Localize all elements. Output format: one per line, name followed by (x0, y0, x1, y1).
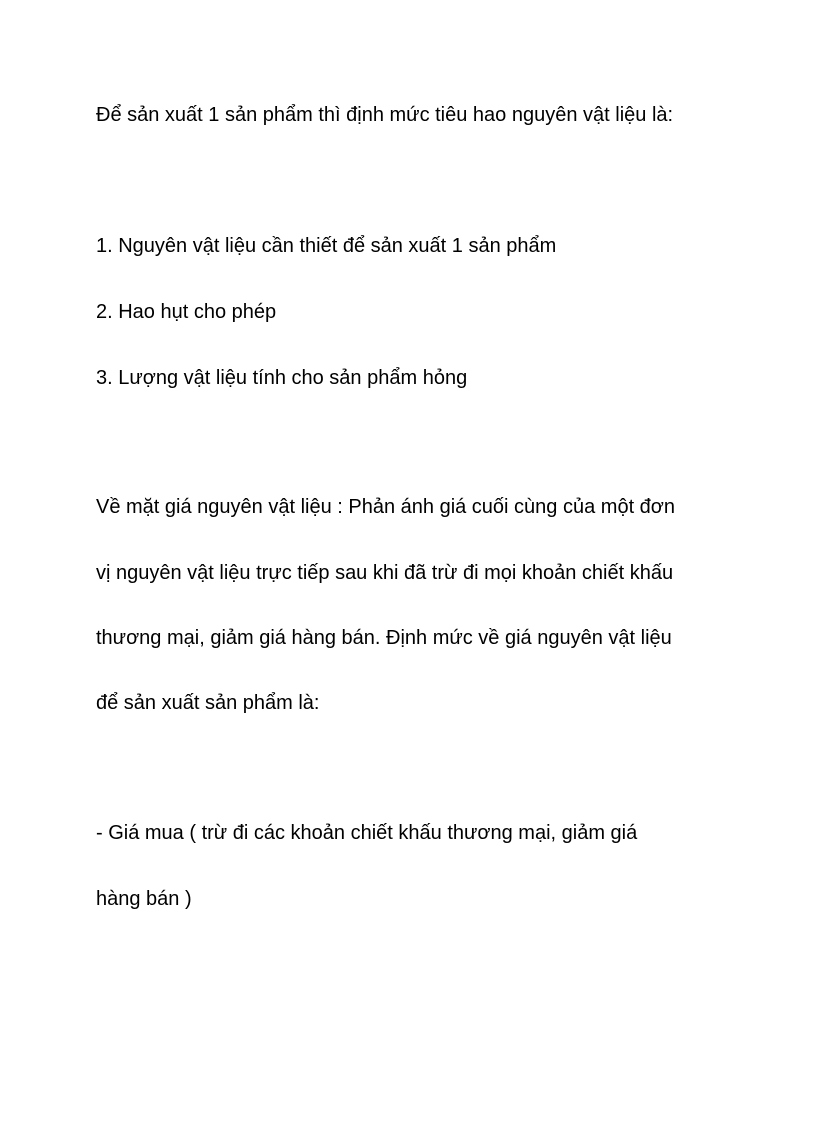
bullet-line-2: hàng bán ) (96, 888, 192, 910)
paragraph-line-1: Về mặt giá nguyên vật liệu : Phản ánh giá cuối cùng của một đơn (96, 496, 676, 518)
list-item-2: 2. Hao hụt cho phép (96, 301, 277, 323)
paragraph-line-3: thương mại, giảm giá hàng bán. Định mức về giá nguyên vật liệu (96, 627, 672, 649)
paragraph-line-4: để sản xuất sản phẩm là: (96, 692, 320, 714)
intro-text: Để sản xuất 1 sản phẩm thì định mức tiêu hao nguyên vật liệu là: (96, 104, 674, 126)
paragraph-line-2: vị nguyên vật liệu trực tiếp sau khi đã trừ đi mọi khoản chiết khấu (96, 562, 674, 584)
bullet-line-1: - Giá mua ( trừ đi các khoản chiết khấu thương mại, giảm giá (96, 822, 638, 844)
list-item-1: 1. Nguyên vật liệu cần thiết để sản xuất 1 sản phẩm (96, 235, 557, 257)
list-item-3: 3. Lượng vật liệu tính cho sản phẩm hỏng (96, 367, 468, 389)
